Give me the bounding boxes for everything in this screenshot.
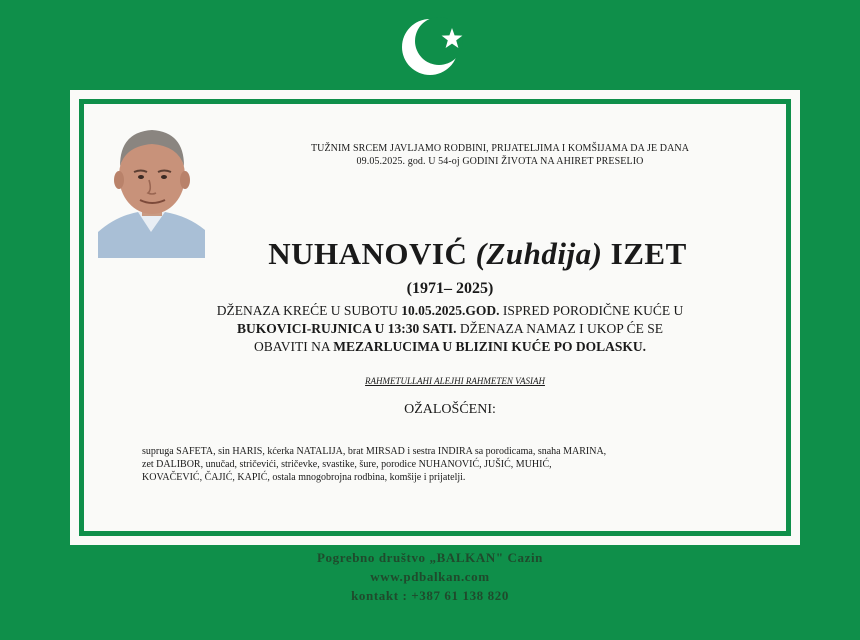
mourners-line-1: supruga SAFETA, sin HARIS, kćerka NATALIJA, brat MIRSAD i sestra INDIRA sa porodicama, snaha MARINA, — [142, 446, 607, 457]
funeral-place-time: BUKOVICI-RUJNICA U 13:30 SATI. — [236, 321, 457, 336]
funeral-text-5: DŽENAZA NAMAZ I UKOP ĆE SE — [456, 321, 664, 336]
funeral-home-website: www.pdbalkan.com — [370, 569, 490, 584]
funeral-text-3: ISPRED PORODIČNE KUĆE U — [499, 303, 684, 318]
surname: NUHANOVIĆ — [268, 236, 468, 271]
deceased-name — [205, 236, 750, 272]
burial-place: MEZARLUCIMA U BLIZINI KUĆE PO DOLASKU. — [333, 339, 647, 354]
prayer-line: RAHMETULLAHI ALEJHI RAHMETEN VASIAH — [365, 376, 545, 386]
funeral-text-6: OBAVITI NA — [253, 339, 334, 354]
funeral-details — [165, 302, 735, 356]
portrait-photo — [98, 120, 205, 258]
funeral-text-1: DŽENAZA KREĆE U SUBOTU — [216, 303, 402, 318]
announcement-line-1: TUŽNIM SRCEM JAVLJAMO RODBINI, PRIJATELJIMA I KOMŠIJAMA DA JE DANA — [310, 143, 690, 154]
funeral-date: 10.05.2025.GOD. — [401, 303, 500, 318]
first-name: IZET — [610, 236, 687, 271]
funeral-home-name: Pogrebno društvo „BALKAN" Cazin — [316, 550, 543, 565]
crescent-star-icon — [400, 14, 466, 80]
mourners-line-3: KOVAČEVIĆ, ČAJIĆ, KAPIĆ, ostala mnogobrojna rodbina, komšije i prijatelji. — [142, 472, 466, 483]
mourners-line-2: zet DALIBOR, unučad, stričevići, stričevke, svastike, šure, porodice NUHANOVIĆ, JUŠIĆ, MUHIĆ, — [142, 459, 552, 470]
obituary-card — [70, 90, 800, 545]
announcement-text — [220, 142, 780, 168]
mourners-list — [142, 445, 762, 484]
funeral-home-contact: kontakt : +387 61 138 820 — [351, 588, 509, 603]
mourners-heading: OŽALOŠĆENI: — [404, 402, 496, 417]
funeral-home-info — [230, 548, 630, 605]
life-years: (1971– 2025) — [406, 280, 494, 297]
father-name: (Zuhdija) — [475, 236, 603, 271]
announcement-line-2: 09.05.2025. god. U 54-oj GODINI ŽIVOTA NA AHIRET PRESELIO — [356, 156, 644, 167]
